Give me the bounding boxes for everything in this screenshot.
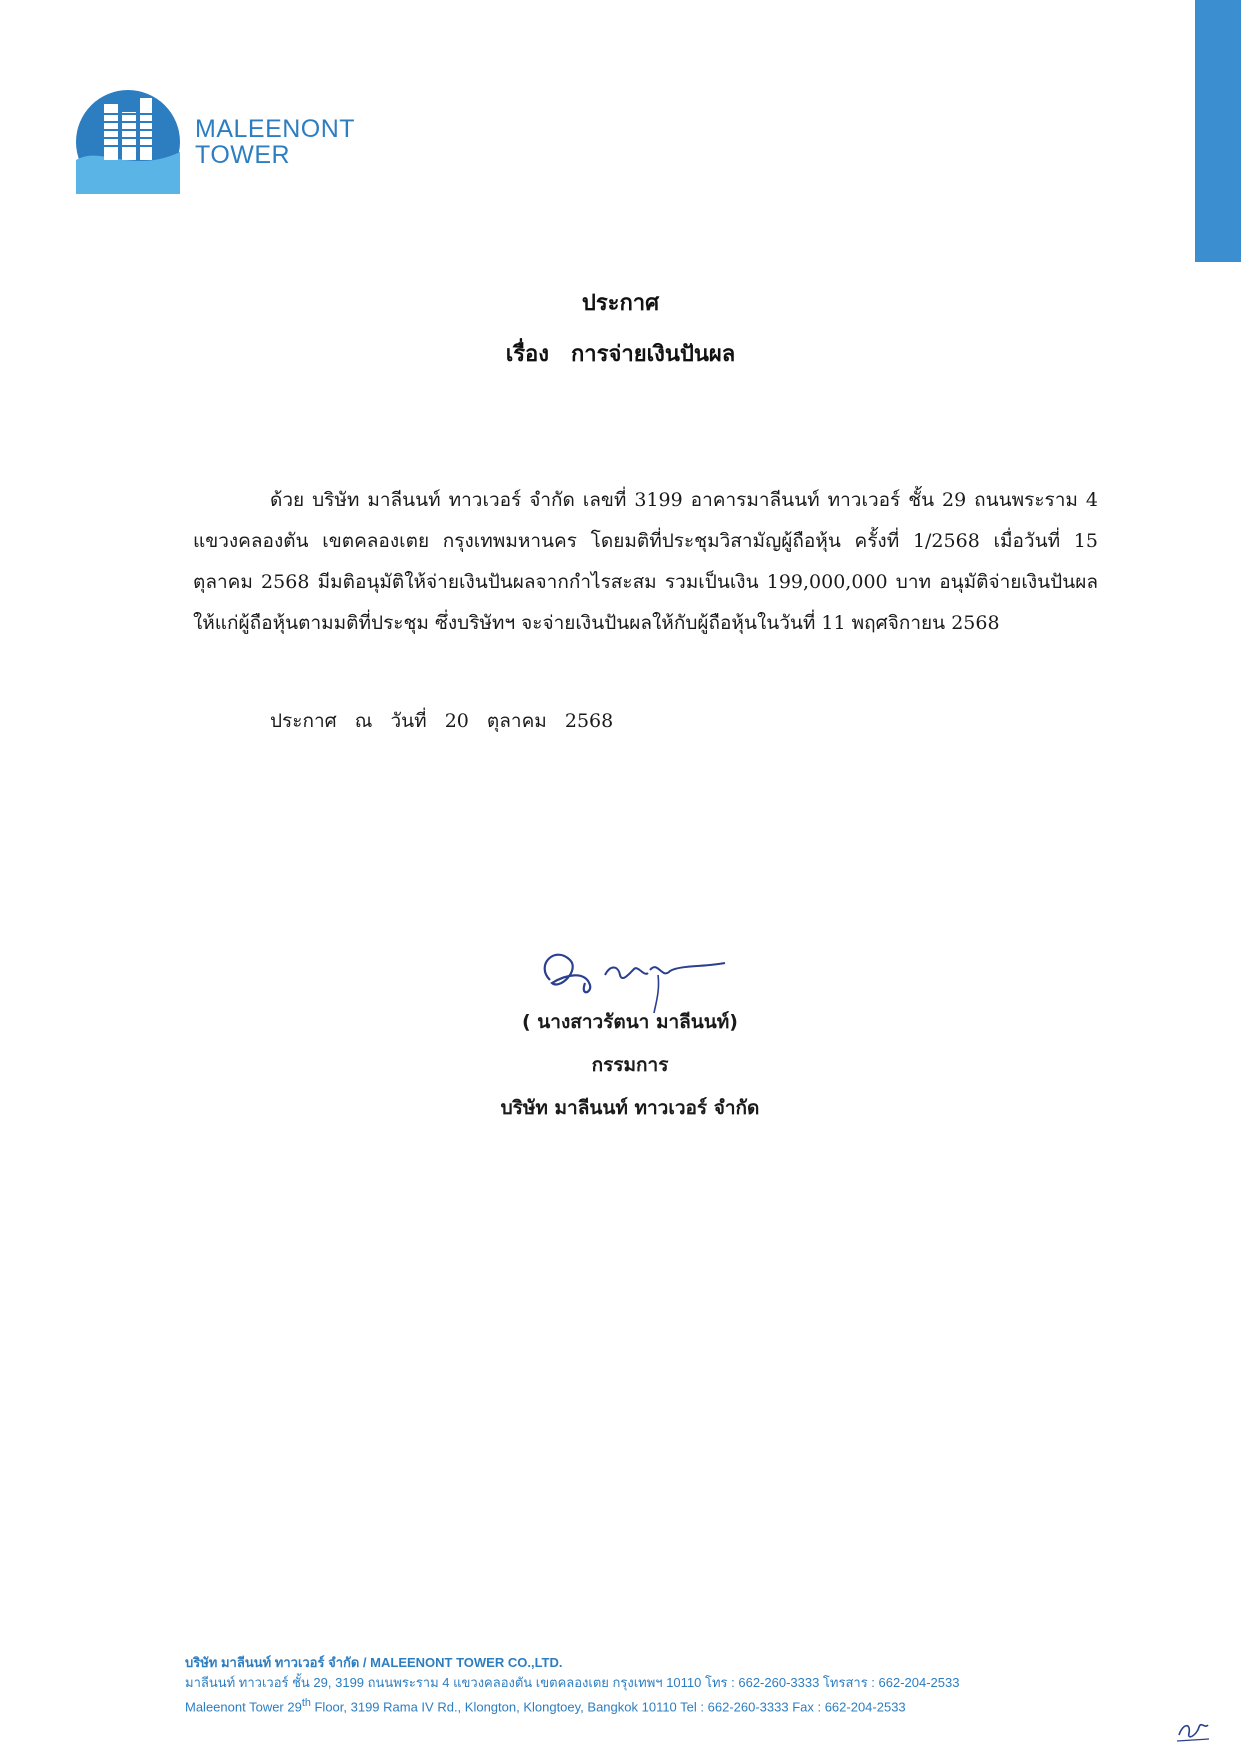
announce-day: 20 bbox=[444, 710, 469, 732]
brand-line-2: TOWER bbox=[195, 141, 291, 169]
footer-address-en-sup: th bbox=[301, 1697, 311, 1709]
signatory-name: ( นางสาวรัตนา มาลีนนท์) bbox=[521, 1011, 738, 1033]
signatory-role: กรรมการ bbox=[591, 1054, 669, 1076]
signatory-company: บริษัท มาลีนนท์ ทาวเวอร์ จำกัด bbox=[500, 1097, 760, 1119]
announce-at: ณ bbox=[354, 710, 373, 732]
announce-date-label: วันที่ bbox=[390, 710, 427, 732]
brand-name bbox=[195, 116, 355, 168]
footer-address-en-pre: Maleenont Tower 29 bbox=[185, 1699, 302, 1715]
footer-address-thai: มาลีนนท์ ทาวเวอร์ ชั้น 29, 3199 ถนนพระราม 4 แขวงคลองตัน เขตคลองเตย กรุงเทพฯ 10110 โทร : 662-260-3333 โทรสาร : 662-204-2533 bbox=[185, 1675, 960, 1690]
footer-address-english bbox=[185, 1693, 959, 1717]
initials-mark bbox=[1175, 1715, 1211, 1745]
footer bbox=[185, 1653, 959, 1717]
subject-text: การจ่ายเงินปันผล bbox=[570, 342, 736, 367]
subject-label: เรื่อง bbox=[505, 342, 549, 367]
building-wave-logo-icon bbox=[76, 90, 180, 194]
footer-address-en-post: Floor, 3199 Rama IV Rd., Klongton, Klongtoey, Bangkok 10110 Tel : 662-260-3333 Fax : 662-204-2533 bbox=[310, 1699, 906, 1715]
announce-month: ตุลาคม bbox=[486, 710, 547, 732]
handwritten-signature bbox=[530, 935, 730, 1015]
announce-year: 2568 bbox=[564, 710, 614, 732]
document-subject bbox=[0, 336, 1241, 371]
announce-label: ประกาศ bbox=[270, 710, 337, 732]
announcement-paragraph: ด้วย บริษัท มาลีนนท์ ทาวเวอร์ จำกัด เลขที่ 3199 อาคารมาลีนนท์ ทาวเวอร์ ชั้น 29 ถนนพระราม 4 แขวงคลองตัน เขตคลองเตย กรุงเทพมหานคร โดยมติที่ประชุมวิสามัญผู้ถือหุ้น ครั้งที่ 1/2568 เมื่อวันที่ 15 ตุลาคม 2568 มีมติอนุมัติให้จ่ายเงินปันผลจากกำไรสะสม รวมเป็นเงิน 199,000,000 บาท อนุมัติจ่ายเงินปันผลให้แก่ผู้ถือหุ้นตามมติที่ประชุม ซึ่งบริษัทฯ จะจ่ายเงินปันผลให้กับผู้ถือหุ้นในวันที่ 11 พฤศจิกายน 2568 bbox=[193, 489, 1098, 634]
announcement-date bbox=[270, 706, 625, 736]
brand-line-1: MALEENONT bbox=[195, 115, 356, 143]
side-accent-bar bbox=[1195, 0, 1241, 262]
document-title: ประกาศ bbox=[581, 291, 660, 316]
footer-company: บริษัท มาลีนนท์ ทาวเวอร์ จำกัด / MALEENONT TOWER CO.,LTD. bbox=[185, 1655, 563, 1670]
